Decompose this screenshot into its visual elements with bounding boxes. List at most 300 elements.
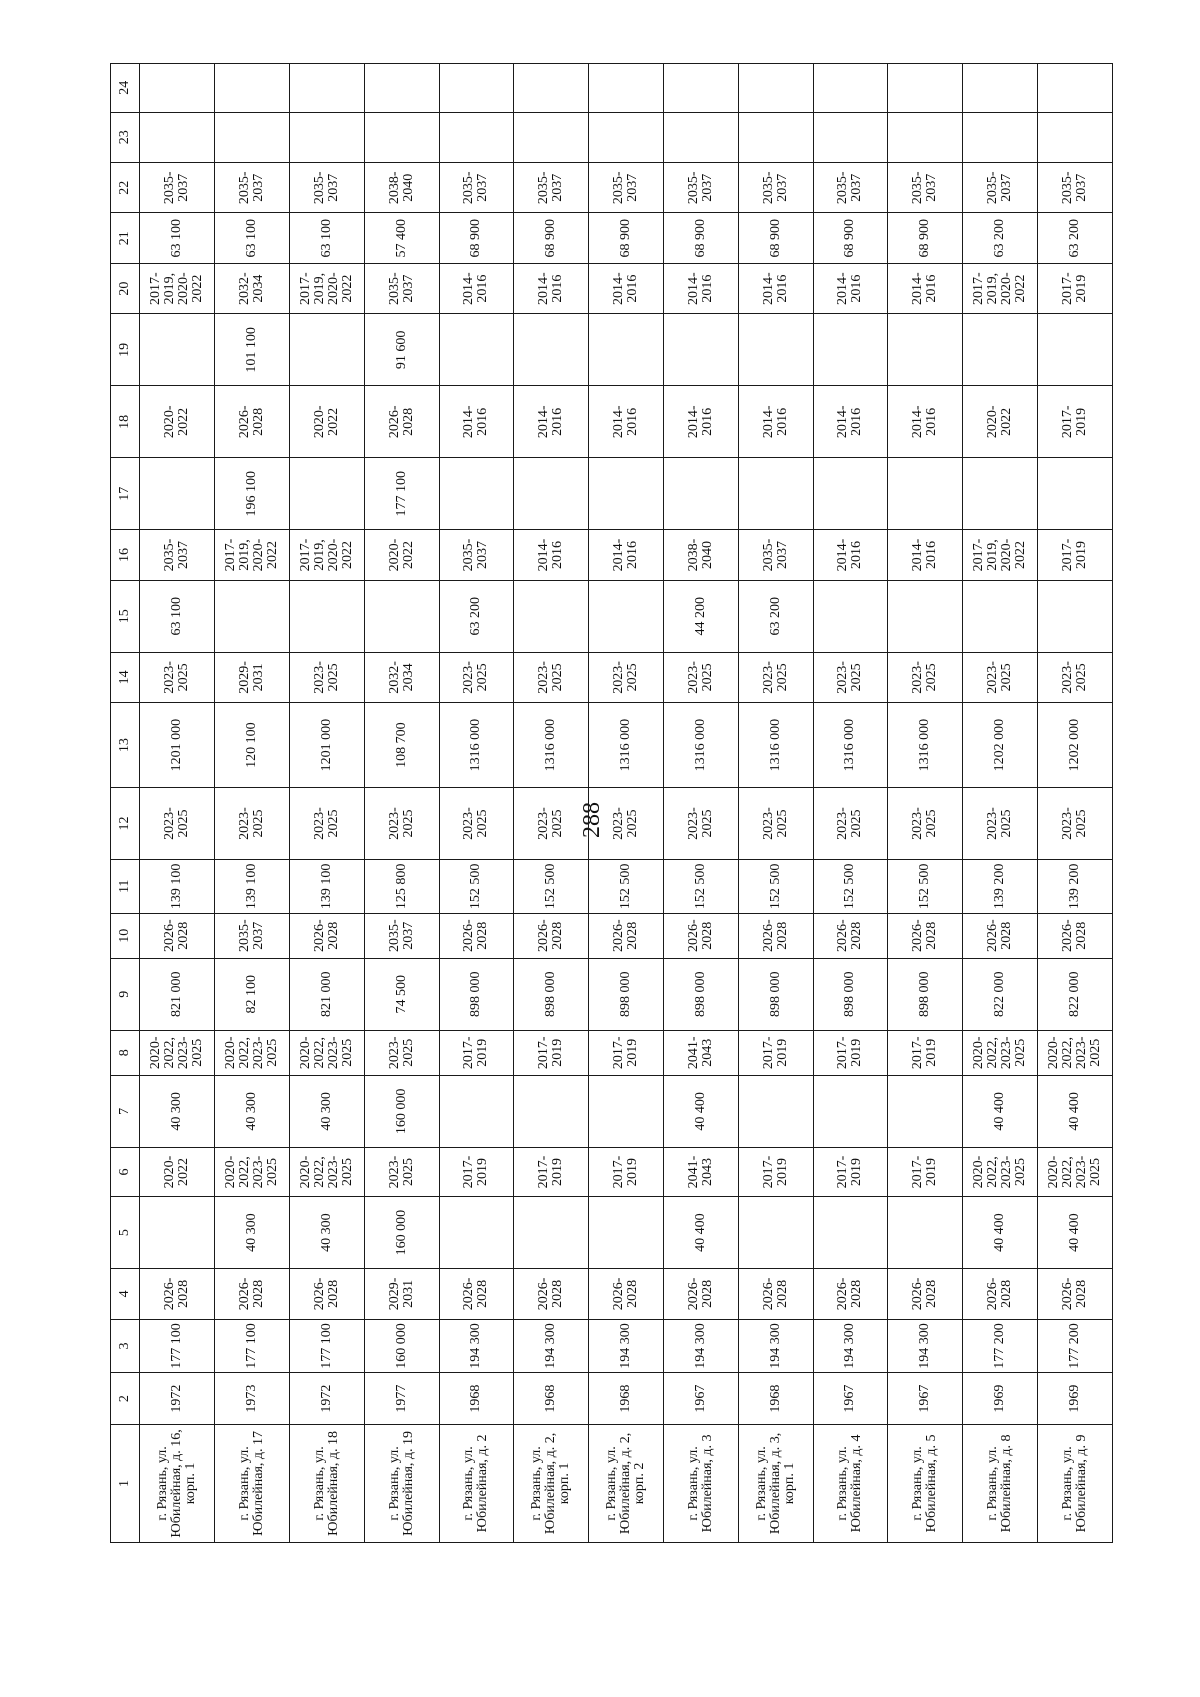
period-line: 2028 [699, 1279, 715, 1308]
amount-cell [888, 1197, 963, 1269]
period-cell [140, 263, 215, 313]
amount-cell [140, 1197, 215, 1269]
period-line: 2025 [550, 809, 566, 838]
amount-cell [289, 458, 364, 530]
period-line: 2023- [611, 807, 627, 840]
period-cell [888, 652, 963, 702]
period-line: 2020- [162, 1155, 178, 1189]
period-cell [514, 1030, 589, 1075]
period-line: 2014- [910, 538, 926, 572]
period-line: 2017- [971, 538, 987, 572]
amount-cell [589, 64, 664, 113]
period-line: 2014- [611, 538, 627, 572]
amount-cell: 63 100 [215, 213, 290, 263]
amount-cell [140, 64, 215, 113]
amount-cell [738, 314, 813, 386]
amount-cell [514, 1197, 589, 1269]
period-line: 2028 [475, 1279, 491, 1308]
period-line: 2028 [625, 921, 641, 950]
period-line: 2026- [760, 919, 776, 953]
amount-cell [589, 458, 664, 530]
period-line: 2022 [1013, 274, 1029, 303]
period-line: 2023- [910, 661, 926, 694]
address-cell: г. Рязань, ул. Юбилейная, д. 3, корп. 1 [738, 1424, 813, 1542]
period-line: 2016 [924, 274, 940, 303]
address-cell: г. Рязань, ул. Юбилейная, д. 3 [663, 1424, 738, 1542]
period-line: 2026- [236, 405, 252, 439]
period-cell [963, 913, 1038, 958]
period-cell [663, 386, 738, 458]
period-cell [439, 652, 514, 702]
column-number: 1 [111, 1424, 140, 1542]
period-line: 2037 [774, 173, 790, 202]
period-line: 2019 [849, 1038, 865, 1067]
period-line: 2026- [835, 919, 851, 953]
period-line: 2025 [699, 809, 715, 838]
period-cell [289, 913, 364, 958]
period-line: 2022 [325, 407, 341, 436]
period-line: 2025 [1074, 809, 1089, 838]
period-cell [289, 163, 364, 213]
amount-cell: 63 200 [1038, 213, 1113, 263]
period-cell [888, 263, 963, 313]
period-line: 2020- [311, 405, 327, 439]
amount-cell: 194 300 [813, 1319, 888, 1373]
period-line: 2022, [311, 1156, 327, 1188]
address-cell: г. Рязань, ул. Юбилейная, д. 2, корп. 1 [514, 1424, 589, 1542]
amount-cell: 194 300 [663, 1319, 738, 1373]
amount-cell: 194 300 [439, 1319, 514, 1373]
amount-cell [439, 1075, 514, 1147]
amount-cell: 63 200 [439, 580, 514, 652]
period-line: 2014- [760, 272, 776, 306]
period-cell [140, 652, 215, 702]
amount-cell: 898 000 [813, 958, 888, 1030]
period-line: 2023- [1074, 1155, 1089, 1189]
amount-cell: 160 000 [364, 1197, 439, 1269]
amount-cell [364, 64, 439, 113]
period-line: 2019 [1074, 274, 1089, 303]
period-cell [514, 163, 589, 213]
period-line: 2016 [475, 274, 491, 303]
amount-cell [888, 580, 963, 652]
period-cell [888, 386, 963, 458]
period-cell [215, 1147, 290, 1196]
amount-cell: 194 300 [589, 1319, 664, 1373]
table-row [289, 64, 364, 1543]
period-line: 2037 [849, 173, 865, 202]
period-line: 2020- [999, 272, 1015, 306]
amount-cell [963, 580, 1038, 652]
period-cell [663, 913, 738, 958]
period-line: 2022, [311, 1037, 327, 1069]
period-line: 2035- [760, 171, 776, 205]
period-line: 2023- [1060, 661, 1075, 694]
amount-cell: 68 900 [439, 213, 514, 263]
amount-cell: 194 300 [888, 1319, 963, 1373]
period-line: 2019 [1074, 541, 1089, 569]
period-line: 2025 [999, 809, 1015, 838]
period-line: 2019 [1074, 407, 1089, 436]
period-line: 2016 [849, 541, 865, 569]
period-line: 2023- [325, 1036, 341, 1070]
year-cell: 1969 [963, 1373, 1038, 1425]
amount-cell: 821 000 [140, 958, 215, 1030]
period-line: 2037 [774, 541, 790, 569]
period-line: 2040 [699, 541, 715, 569]
period-line: 2040 [400, 173, 416, 202]
period-line: 2037 [924, 173, 940, 202]
amount-cell [963, 64, 1038, 113]
period-line: 2017- [297, 538, 313, 572]
period-line: 2014- [536, 405, 552, 439]
amount-cell: 898 000 [663, 958, 738, 1030]
period-cell [364, 788, 439, 860]
period-line: 2019 [475, 1038, 491, 1067]
period-line: 2028 [400, 407, 416, 436]
period-line: 2037 [999, 173, 1015, 202]
period-line: 2017- [910, 1036, 926, 1070]
amount-cell: 139 100 [289, 859, 364, 913]
column-number: 11 [111, 859, 140, 913]
period-cell [888, 530, 963, 580]
period-line: 2020- [222, 1036, 238, 1070]
column-number: 19 [111, 314, 140, 386]
period-cell [289, 386, 364, 458]
period-line: 2020- [222, 1155, 238, 1189]
period-cell [439, 913, 514, 958]
period-line: 2028 [924, 1279, 940, 1308]
period-line: 2025 [475, 809, 491, 838]
period-cell [963, 163, 1038, 213]
period-cell [215, 1030, 290, 1075]
amount-cell: 40 400 [1038, 1075, 1113, 1147]
amount-cell [289, 314, 364, 386]
address-cell: г. Рязань, ул. Юбилейная, д. 4 [813, 1424, 888, 1542]
period-cell [813, 1269, 888, 1319]
period-cell [738, 530, 813, 580]
period-line: 2014- [835, 538, 851, 572]
amount-cell [813, 458, 888, 530]
period-line: 2028 [325, 921, 341, 950]
period-cell [140, 163, 215, 213]
period-line: 2019 [475, 1157, 491, 1186]
period-cell [813, 263, 888, 313]
column-number: 16 [111, 530, 140, 580]
period-line: 2035- [985, 171, 1001, 205]
column-number: 23 [111, 112, 140, 162]
period-line: 2037 [250, 173, 266, 202]
period-line: 2041- [685, 1155, 701, 1189]
period-line: 2023- [311, 661, 327, 694]
amount-cell [663, 112, 738, 162]
amount-cell: 160 000 [364, 1319, 439, 1373]
amount-cell: 898 000 [589, 958, 664, 1030]
period-line: 2022 [176, 407, 192, 436]
amount-cell: 40 400 [963, 1197, 1038, 1269]
period-line: 2023- [386, 807, 402, 840]
period-line: 2025 [475, 663, 491, 692]
period-line: 2022 [400, 541, 416, 569]
period-line: 2026- [536, 919, 552, 953]
period-cell [888, 1269, 963, 1319]
period-line: 2037 [325, 173, 341, 202]
period-line: 2028 [699, 921, 715, 950]
address-cell: г. Рязань, ул. Юбилейная, д. 16, корп. 1 [140, 1424, 215, 1542]
period-line: 2017- [1060, 272, 1075, 306]
period-cell [364, 1269, 439, 1319]
amount-cell: 821 000 [289, 958, 364, 1030]
amount-cell: 177 100 [215, 1319, 290, 1373]
year-cell: 1968 [589, 1373, 664, 1425]
amount-cell: 68 900 [888, 213, 963, 263]
amount-cell [289, 580, 364, 652]
period-line: 2020- [971, 1036, 987, 1070]
amount-cell: 160 000 [364, 1075, 439, 1147]
period-line: 2014- [611, 272, 627, 306]
period-line: 2032- [236, 272, 252, 306]
period-cell [1038, 1030, 1113, 1075]
period-line: 2026- [311, 1277, 327, 1311]
amount-cell: 152 500 [663, 859, 738, 913]
period-cell [963, 530, 1038, 580]
period-line: 2025 [339, 1038, 355, 1067]
period-cell [439, 1147, 514, 1196]
period-line: 2023- [461, 661, 477, 694]
period-line: 2025 [550, 663, 566, 692]
period-cell [663, 530, 738, 580]
period-line: 2025 [1088, 1038, 1103, 1067]
year-cell: 1967 [813, 1373, 888, 1425]
amount-cell [439, 314, 514, 386]
period-cell [289, 1269, 364, 1319]
amount-cell [589, 314, 664, 386]
period-cell [514, 530, 589, 580]
amount-cell: 177 200 [1038, 1319, 1113, 1373]
period-line: 2025 [264, 1038, 280, 1067]
period-line: 2037 [475, 541, 491, 569]
amount-cell: 139 100 [140, 859, 215, 913]
amount-cell [1038, 458, 1113, 530]
period-cell [439, 386, 514, 458]
period-cell [1038, 652, 1113, 702]
period-line: 2019 [924, 1157, 940, 1186]
amount-cell [514, 314, 589, 386]
amount-cell: 40 300 [289, 1197, 364, 1269]
period-line: 2035- [386, 272, 402, 306]
period-line: 2025 [264, 1157, 280, 1186]
period-line: 2043 [699, 1038, 715, 1067]
period-cell [514, 1147, 589, 1196]
period-line: 2022, [236, 1156, 252, 1188]
period-line: 2020- [999, 538, 1015, 572]
period-line: 2023- [835, 807, 851, 840]
column-number: 18 [111, 386, 140, 458]
period-line: 2022 [176, 1157, 192, 1186]
period-line: 2026- [461, 1277, 477, 1311]
period-line: 2028 [250, 407, 266, 436]
period-cell [364, 1030, 439, 1075]
period-line: 2017- [611, 1036, 627, 1070]
period-line: 2034 [400, 663, 416, 692]
amount-cell: 91 600 [364, 314, 439, 386]
amount-cell: 101 100 [215, 314, 290, 386]
period-cell [663, 1030, 738, 1075]
period-line: 2025 [1013, 1157, 1029, 1186]
period-line: 2020- [985, 405, 1001, 439]
period-line: 2022, [985, 1037, 1001, 1069]
period-cell [1038, 1147, 1113, 1196]
amount-cell [963, 458, 1038, 530]
table-row [1038, 64, 1113, 1543]
amount-cell [738, 1075, 813, 1147]
period-line: 2017- [222, 538, 238, 572]
amount-cell [1038, 580, 1113, 652]
column-number: 2 [111, 1373, 140, 1425]
amount-cell [813, 580, 888, 652]
period-line: 2028 [176, 921, 192, 950]
period-line: 2026- [985, 919, 1001, 953]
period-line: 2023- [999, 1155, 1015, 1189]
period-cell [364, 163, 439, 213]
year-cell: 1968 [514, 1373, 589, 1425]
period-line: 2017- [760, 1036, 776, 1070]
period-cell [215, 263, 290, 313]
table-row [663, 64, 738, 1543]
amount-cell: 1201 000 [289, 703, 364, 788]
period-line: 2025 [325, 663, 341, 692]
period-line: 2025 [999, 663, 1015, 692]
period-line: 2016 [625, 541, 641, 569]
period-line: 2022 [339, 274, 355, 303]
period-cell [289, 530, 364, 580]
period-cell [813, 788, 888, 860]
column-number: 22 [111, 163, 140, 213]
period-line: 2025 [774, 663, 790, 692]
period-cell [514, 1269, 589, 1319]
period-line: 2019, [162, 272, 178, 305]
amount-cell [813, 1075, 888, 1147]
period-line: 2020- [325, 272, 341, 306]
period-line: 2028 [550, 1279, 566, 1308]
amount-cell: 898 000 [888, 958, 963, 1030]
period-line: 2020- [971, 1155, 987, 1189]
period-line: 2023- [985, 661, 1001, 694]
period-line: 2028 [849, 1279, 865, 1308]
amount-cell [738, 458, 813, 530]
period-line: 2017- [611, 1155, 627, 1189]
period-line: 2026- [236, 1277, 252, 1311]
amount-cell: 82 100 [215, 958, 290, 1030]
period-line: 2028 [849, 921, 865, 950]
period-line: 2026- [1060, 1277, 1075, 1311]
amount-cell: 194 300 [738, 1319, 813, 1373]
amount-cell [439, 112, 514, 162]
period-cell [589, 913, 664, 958]
period-cell [289, 788, 364, 860]
amount-cell: 1316 000 [888, 703, 963, 788]
period-line: 2035- [760, 538, 776, 572]
period-line: 2026- [910, 919, 926, 953]
period-cell [1038, 386, 1113, 458]
column-number: 10 [111, 913, 140, 958]
column-number-row [111, 64, 140, 1543]
period-line: 2023- [910, 807, 926, 840]
period-line: 2025 [400, 1038, 416, 1067]
amount-cell [140, 458, 215, 530]
year-cell: 1977 [364, 1373, 439, 1425]
period-cell [140, 1030, 215, 1075]
amount-cell: 40 400 [1038, 1197, 1113, 1269]
amount-cell: 63 200 [738, 580, 813, 652]
period-line: 2020- [148, 1036, 164, 1070]
period-cell [215, 1269, 290, 1319]
period-line: 2019 [550, 1157, 566, 1186]
period-line: 2034 [250, 274, 266, 303]
amount-cell: 68 900 [589, 213, 664, 263]
amount-cell [888, 112, 963, 162]
year-cell: 1967 [888, 1373, 963, 1425]
amount-cell: 1316 000 [589, 703, 664, 788]
period-cell [888, 163, 963, 213]
period-line: 2028 [924, 921, 940, 950]
column-number: 12 [111, 788, 140, 860]
amount-cell [514, 458, 589, 530]
period-cell [963, 263, 1038, 313]
period-cell [514, 913, 589, 958]
amount-cell [813, 1197, 888, 1269]
period-line: 2019 [849, 1157, 865, 1186]
period-line: 2028 [999, 921, 1015, 950]
table-row [514, 64, 589, 1543]
period-cell [140, 1147, 215, 1196]
amount-cell: 40 400 [663, 1197, 738, 1269]
period-cell [589, 386, 664, 458]
period-cell [813, 1147, 888, 1196]
amount-cell: 177 100 [140, 1319, 215, 1373]
amount-cell: 898 000 [439, 958, 514, 1030]
period-line: 2014- [685, 272, 701, 306]
period-cell [364, 386, 439, 458]
period-line: 2023- [1074, 1036, 1089, 1070]
period-line: 2014- [461, 405, 477, 439]
period-line: 2037 [400, 274, 416, 303]
period-line: 2023- [386, 1155, 402, 1189]
amount-cell: 1201 000 [140, 703, 215, 788]
year-cell: 1967 [663, 1373, 738, 1425]
amount-cell [289, 64, 364, 113]
period-cell [140, 386, 215, 458]
address-cell: г. Рязань, ул. Юбилейная, д. 2 [439, 1424, 514, 1542]
period-line: 2032- [386, 661, 402, 694]
period-line: 2023- [176, 1036, 192, 1070]
amount-cell: 822 000 [963, 958, 1038, 1030]
period-line: 2023- [1060, 807, 1075, 840]
period-line: 2017- [148, 272, 164, 306]
column-number: 6 [111, 1147, 140, 1196]
period-cell [289, 1030, 364, 1075]
period-line: 2017- [461, 1036, 477, 1070]
column-number: 14 [111, 652, 140, 702]
period-cell [289, 652, 364, 702]
period-line: 2025 [325, 809, 341, 838]
period-line: 2017- [1060, 538, 1075, 572]
amount-cell [888, 314, 963, 386]
period-cell [514, 386, 589, 458]
period-cell [663, 1147, 738, 1196]
period-line: 2023- [536, 661, 552, 694]
column-number: 4 [111, 1269, 140, 1319]
